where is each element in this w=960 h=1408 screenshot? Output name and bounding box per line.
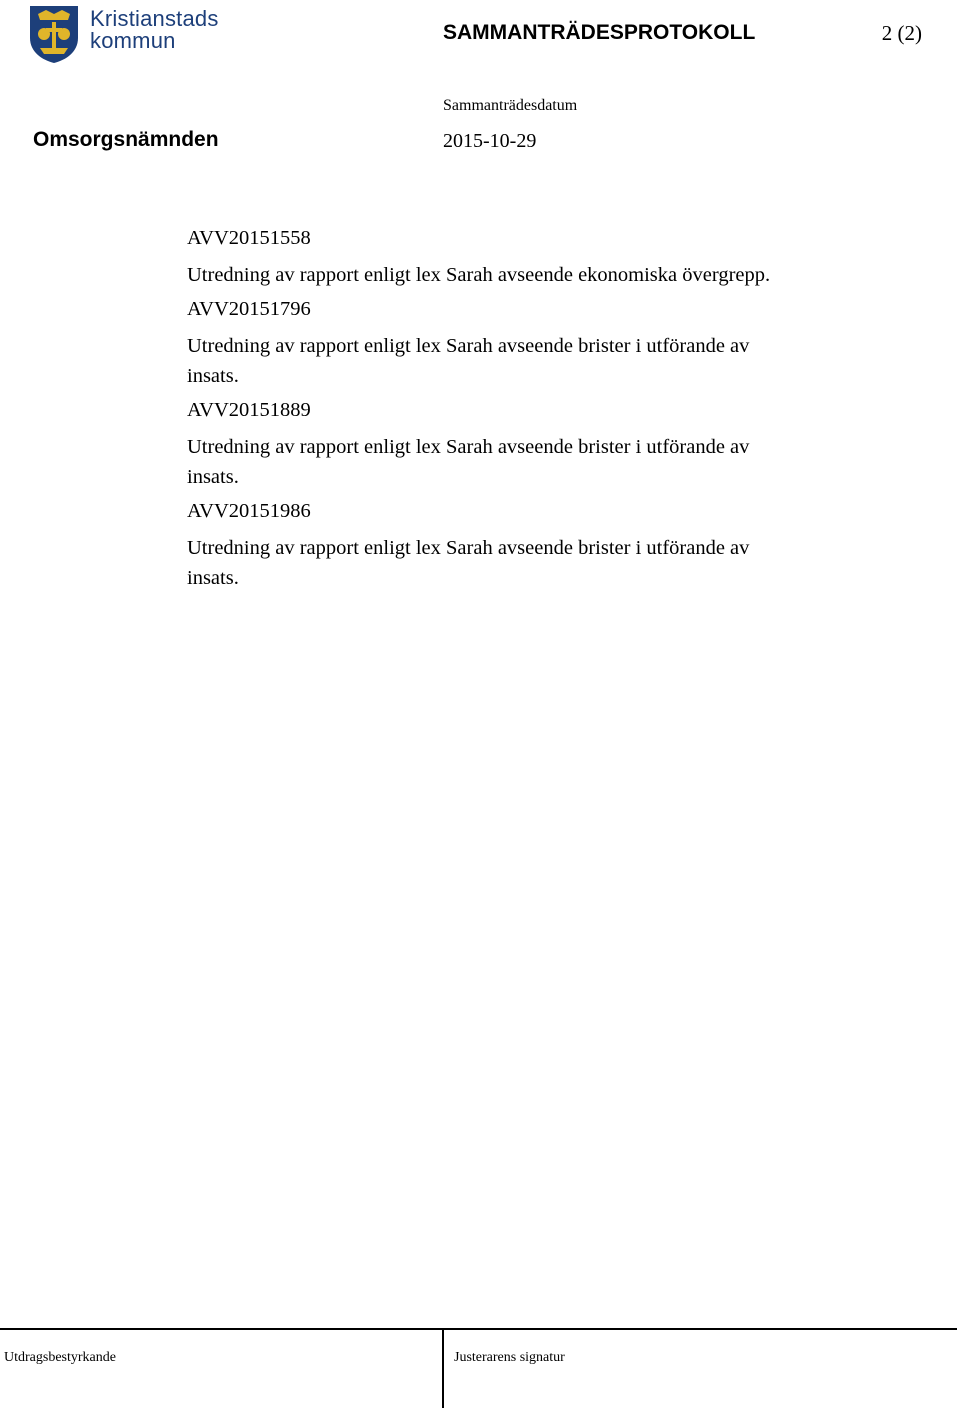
case-item [187,294,797,391]
case-description: Utredning av rapport enligt lex Sarah avseende ekonomiska övergrepp. [187,264,771,286]
extract-certification-label: Utdragsbestyrkande [4,1350,116,1365]
page-number: 2 (2) [881,21,922,45]
case-item [187,395,797,492]
case-id: AVV20151558 [187,227,311,249]
case-item [187,223,797,290]
logo-line-1: Kristianstads [90,6,219,31]
case-id: AVV20151986 [187,500,311,522]
committee-name: Omsorgsnämnden [33,128,219,151]
case-description: Utredning av rapport enligt lex Sarah avseende brister i utförande av insats. [187,537,750,589]
case-list [187,223,797,597]
coat-of-arms-icon [28,4,80,64]
adjuster-signature-label: Justerarens signatur [454,1350,565,1365]
footer-rule [0,1328,957,1330]
case-id: AVV20151889 [187,399,311,421]
case-description: Utredning av rapport enligt lex Sarah avseende brister i utförande av insats. [187,436,750,488]
logo-wordmark [90,8,219,52]
case-item [187,496,797,593]
logo-line-2: kommun [90,28,176,53]
case-id: AVV20151796 [187,298,311,320]
case-description: Utredning av rapport enligt lex Sarah avseende brister i utförande av insats. [187,335,750,387]
municipality-logo [28,4,228,64]
meeting-date-label: Sammanträdesdatum [443,97,578,114]
meeting-date: 2015-10-29 [443,130,537,152]
footer-divider [442,1328,444,1408]
document-type: SAMMANTRÄDESPROTOKOLL [443,21,756,44]
